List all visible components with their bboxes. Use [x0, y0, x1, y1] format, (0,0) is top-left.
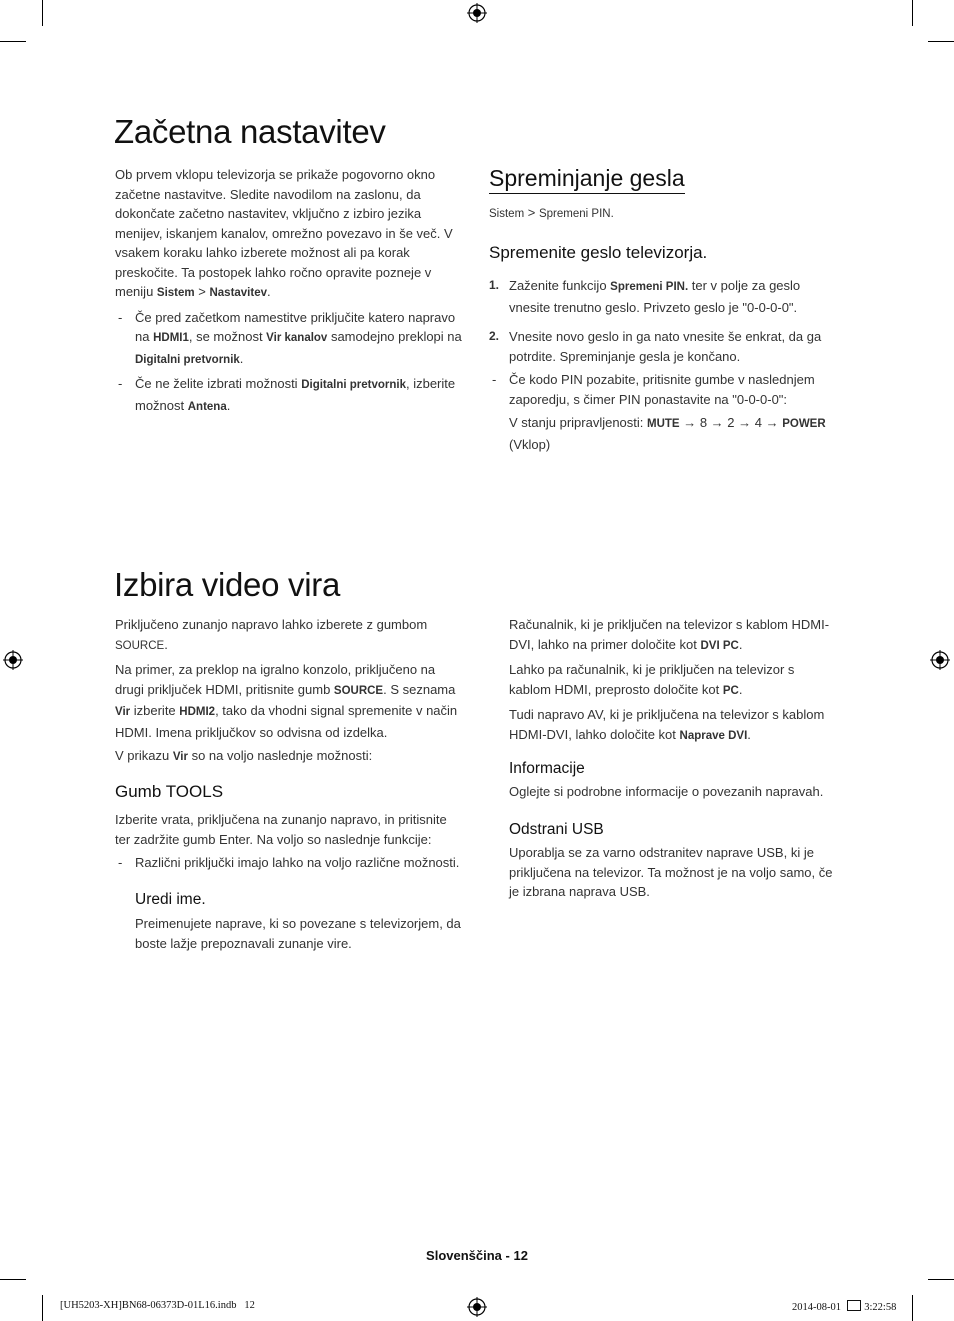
crop-mark: [42, 1295, 43, 1321]
section-title-initial-setup: Začetna nastavitev: [114, 113, 386, 150]
crop-mark: [912, 0, 913, 26]
registration-mark-icon: [930, 650, 950, 670]
tools-paragraph: Izberite vrata, priključena na zunanjo napravo, in pritisnite ter zadržite gumb Enter. Na voljo so naslednje funkcije:: [115, 812, 447, 847]
source-paragraph: Na primer, za preklop na igralno konzolo, priključeno na drugi priključek HDMI, pritisnite gumb SOURCE. S seznama Vir izberite HDMI2, tako da vhodni signal spremenite v način HDMI. Imena priključkov so odvisna od izdelka.: [115, 662, 458, 740]
step-item: 2. Vnesite novo geslo in ga nato vnesite še enkrat, da ga potrdite. Spreminjanje gesla je končano.: [489, 329, 822, 364]
reset-sequence: V stanju pripravljenosti: MUTE → 8 → 2 → 4 → POWER (Vklop): [509, 415, 826, 452]
note-bullet: - Različni priključki imajo lahko na voljo različne možnosti.: [118, 855, 460, 870]
note-bullet: - Če kodo PIN pozabite, pritisnite gumbe v naslednjem zaporedju, s čimer PIN ponastavite na "0-0-0-0":: [492, 372, 815, 407]
edit-name-body: Preimenujete naprave, ki so povezane s televizorjem, da boste lažje prepoznavali zunanje vire.: [135, 916, 461, 951]
source-paragraph: Lahko pa računalnik, ki je priključen na televizor s kablom HDMI, preprosto določite kot PC.: [509, 662, 795, 697]
file-slug: [UH5203-XH]BN68-06373D-01L16.indb 12: [60, 1300, 255, 1311]
registration-mark-icon: [467, 1297, 487, 1317]
crop-mark: [0, 41, 26, 42]
clock-icon: [847, 1300, 861, 1311]
password-steps: [489, 276, 834, 454]
source-left-column: [115, 615, 463, 772]
crop-mark: [928, 41, 954, 42]
subtitle-edit-name: Uredi ime.: [135, 891, 206, 908]
page-number: Slovenščina - 12: [426, 1248, 528, 1263]
note-bullet: - Če pred začetkom namestitve priključite katero napravo na HDMI1, se možnost Vir kanalov samodejno preklopi na Digitalni pretvornik.: [118, 309, 462, 366]
crop-mark: [42, 0, 43, 26]
registration-mark-icon: [467, 3, 487, 23]
crop-mark: [912, 1295, 913, 1321]
crop-mark: [928, 1279, 954, 1280]
initial-setup-intro: Ob prvem vklopu televizorja se prikaže pogovorno okno začetne nastavitve. Sledite navodilom na zaslonu, da dokončate začetno nastavitev, vključno z izbiro jezika menijev, iskanjem kanalov, omrežno povezavo in še več. V vsakem koraku lahko izberete možnost ali pa korak preskočite. Ta postopek lahko ročno opravite pozneje v meniju Sistem > Nastavitev.: [115, 167, 453, 299]
source-paragraph: Tudi napravo AV, ki je priključena na televizor s kablom HDMI-DVI, lahko določite kot Naprave DVI.: [509, 707, 825, 742]
initial-setup-body: [115, 165, 463, 417]
information-body: Oglejte si podrobne informacije o povezanih napravah.: [509, 784, 824, 799]
registration-mark-icon: [3, 650, 23, 670]
print-date: 2014-08-01 3:22:58: [792, 1302, 897, 1313]
source-right-column: [509, 615, 839, 750]
crop-mark: [0, 1279, 26, 1280]
subtitle-tools-button: Gumb TOOLS: [115, 782, 224, 801]
menu-path: Sistem > Spremeni PIN.: [489, 205, 614, 220]
step-item: 1. Zaženite funkcijo Spremeni PIN. ter v polje za geslo vnesite trenutno geslo. Privzeto geslo je "0-0-0-0".: [489, 278, 801, 315]
note-bullet: - Če ne želite izbrati možnosti Digitalni pretvornik, izberite možnost Antena.: [118, 376, 456, 413]
source-paragraph: Priključeno zunanjo napravo lahko izberete z gumbom SOURCE.: [115, 617, 428, 652]
section-title-source-selection: Izbira video vira: [114, 566, 340, 603]
subtitle-remove-usb: Odstrani USB: [509, 821, 604, 838]
source-paragraph: Računalnik, ki je priključen na televizor s kablom HDMI-DVI, lahko na primer določite kot DVI PC.: [509, 617, 830, 652]
source-paragraph: V prikazu Vir so na voljo naslednje možnosti:: [115, 748, 373, 763]
tools-body: [115, 810, 463, 873]
subtitle-information: Informacije: [509, 760, 585, 777]
remove-usb-body: Uporablja se za varno odstranitev naprave USB, ki je priključena na televizor. Ta možnost je na voljo samo, če je izbrana naprava USB.: [509, 845, 833, 899]
section-title-change-password: Spreminjanje gesla: [489, 165, 685, 194]
subtitle-change-tv-password: Spremenite geslo televizorja.: [489, 243, 708, 262]
